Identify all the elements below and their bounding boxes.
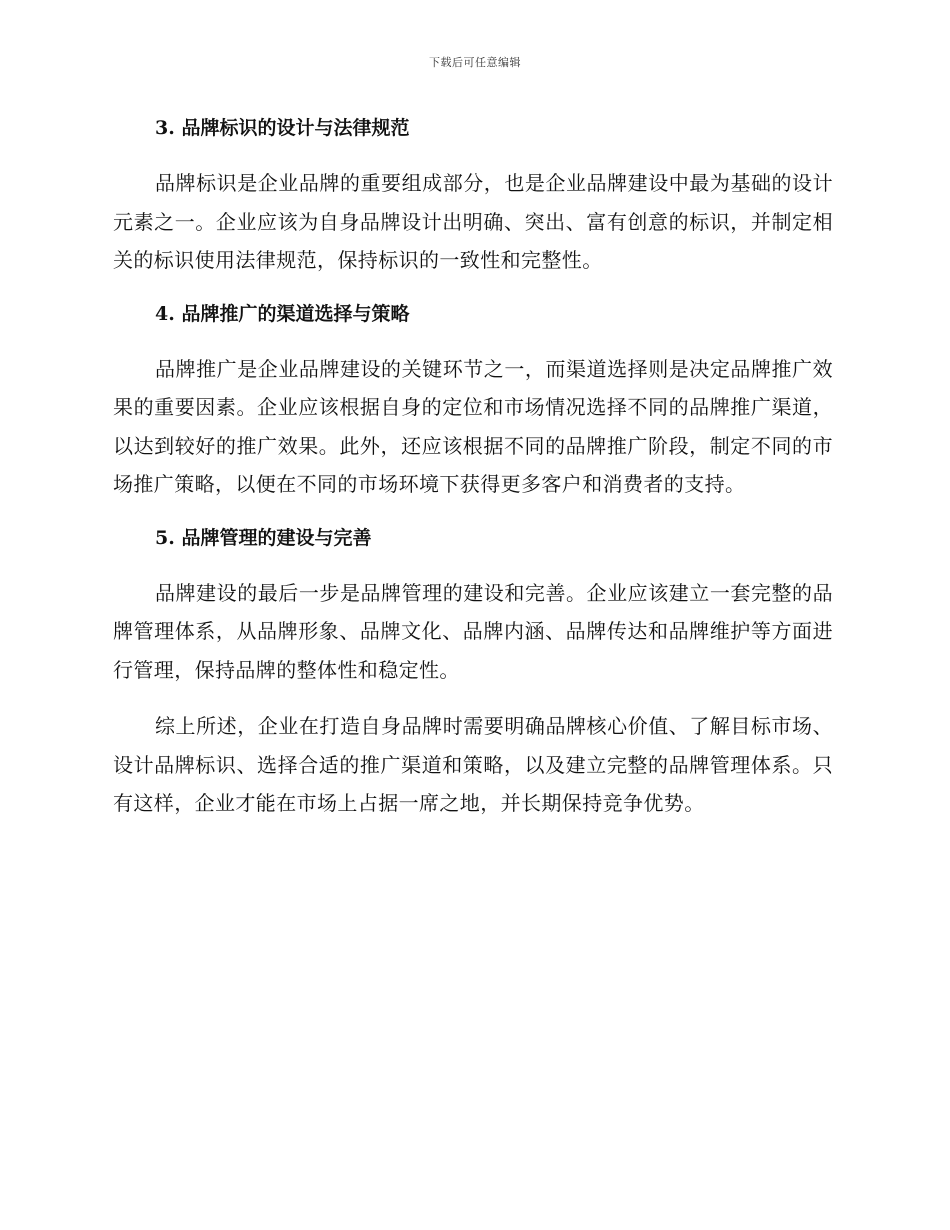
- paragraph: 品牌标识是企业品牌的重要组成部分，也是企业品牌建设中最为基础的设计元素之一。企业应该为自身品牌设计出明确、突出、富有创意的标识，并制定相关的标识使用法律规范，保持标识的一致性和完整性。: [113, 171, 833, 272]
- paragraph: 品牌推广是企业品牌建设的关键环节之一，而渠道选择则是决定品牌推广效果的重要因素。企业应该根据自身的定位和市场情况选择不同的品牌推广渠道，以达到较好的推广效果。此外，还应该根据不同的品牌推广阶段，制定不同的市场推广策略，以便在不同的市场环境下获得更多客户和消费者的支持。: [113, 356, 833, 496]
- section-heading: 3. 品牌标识的设计与法律规范: [155, 117, 410, 139]
- section-heading: 5. 品牌管理的建设与完善: [155, 526, 372, 549]
- document-body: [113, 112, 833, 841]
- page-header-note: 下载后可任意编辑: [429, 56, 521, 69]
- paragraph: 品牌建设的最后一步是品牌管理的建设和完善。企业应该建立一套完整的品牌管理体系，从品牌形象、品牌文化、品牌内涵、品牌传达和品牌维护等方面进行管理，保持品牌的整体性和稳定性。: [113, 580, 833, 682]
- paragraph: 综上所述，企业在打造自身品牌时需要明确品牌核心价值、了解目标市场、设计品牌标识、选择合适的推广渠道和策略，以及建立完整的品牌管理体系。只有这样，企业才能在市场上占据一席之地，并长期保持竞争优势。: [113, 714, 833, 815]
- section-heading: 4. 品牌推广的渠道选择与策略: [155, 302, 410, 325]
